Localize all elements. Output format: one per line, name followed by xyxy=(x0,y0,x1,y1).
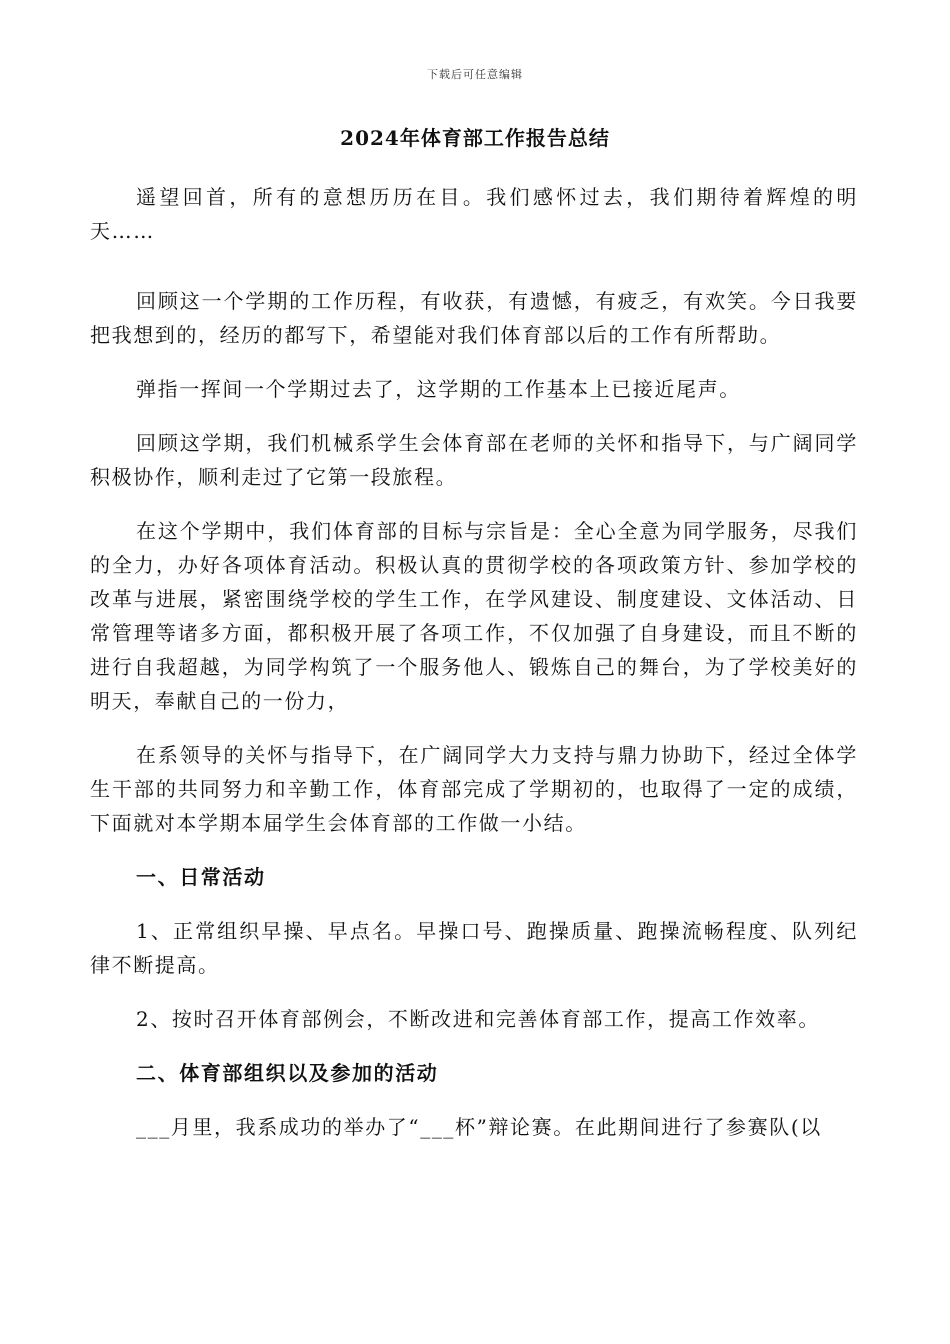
header-note: 下载后可任意编辑 xyxy=(427,68,523,81)
section-heading-daily: 一、日常活动 xyxy=(136,865,266,889)
paragraph-goals: 在这个学期中，我们体育部的目标与宗旨是：全心全意为同学服务，尽我们的全力，办好各项体育活动。积极认真的贯彻学校的各项政策方针、参加学校的改革与进展，紧密围绕学校的学生工作，在学风建设、制度建设、文体活动、日常管理等诸多方面，都积极开展了各项工作，不仅加强了自身建设，而且不断的进行自我超越，为同学构筑了一个服务他人、锻炼自己的舞台，为了学校美好的明天，奉献自己的一份力， xyxy=(90,519,858,713)
paragraph-summary: 在系领导的关怀与指导下，在广阔同学大力支持与鼎力协助下，经过全体学生干部的共同努力和辛勤工作，体育部完成了学期初的，也取得了一定的成绩，下面就对本学期本届学生会体育部的工作做一小结。 xyxy=(90,743,858,835)
paragraph-semester-end: 弹指一挥间一个学期过去了，这学期的工作基本上已接近尾声。 xyxy=(136,377,741,401)
section-heading-activities: 二、体育部组织以及参加的活动 xyxy=(136,1061,439,1085)
paragraph-cooperation: 回顾这学期，我们机械系学生会体育部在老师的关怀和指导下，与广阔同学积极协作，顺利走过了它第一段旅程。 xyxy=(90,431,858,489)
list-item-weekly-meeting: 2、按时召开体育部例会，不断改进和完善体育部工作，提高工作效率。 xyxy=(136,1007,820,1031)
paragraph-review: 回顾这一个学期的工作历程，有收获，有遗憾，有疲乏，有欢笑。今日我要把我想到的，经历的都写下，希望能对我们体育部以后的工作有所帮助。 xyxy=(90,289,858,347)
document-body xyxy=(90,180,858,1164)
document-title: 2024年体育部工作报告总结 xyxy=(340,126,610,150)
paragraph-intro: 遥望回首，所有的意想历历在目。我们感怀过去，我们期待着辉煌的明天…… xyxy=(90,185,858,243)
list-item-morning-exercise: 1、正常组织早操、早点名。早操口号、跑操质量、跑操流畅程度、队列纪律不断提高。 xyxy=(90,919,858,977)
paragraph-debate: ___月里，我系成功的举办了“___杯”辩论赛。在此期间进行了参赛队(以 xyxy=(136,1115,822,1139)
